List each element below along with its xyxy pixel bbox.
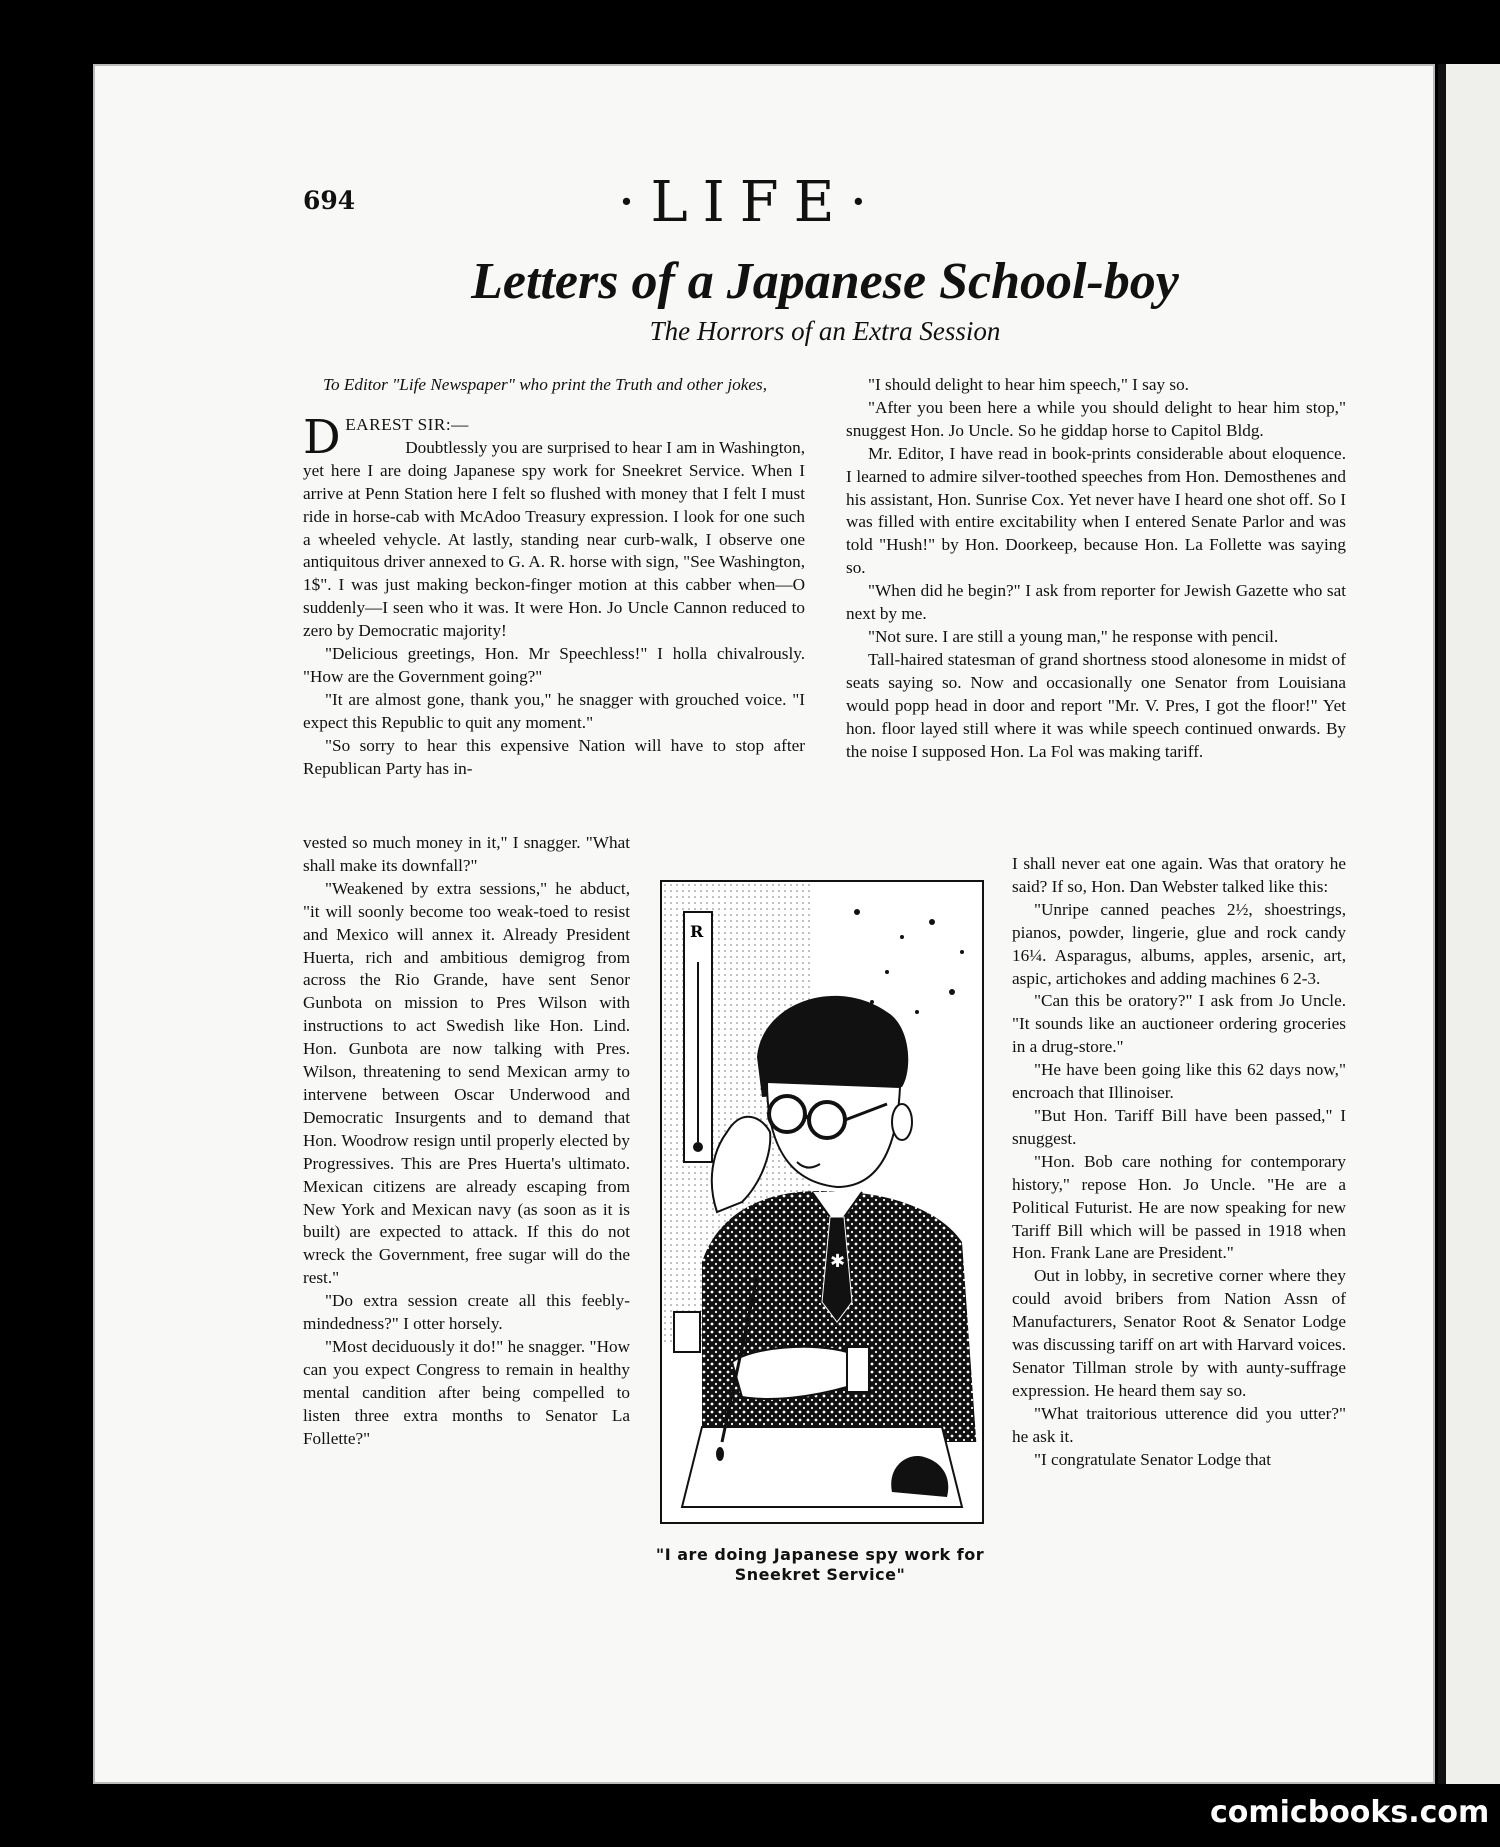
thermometer-letter: R bbox=[690, 922, 704, 941]
paragraph: "Not sure. I are still a young man," he response with pencil. bbox=[868, 626, 1279, 646]
paragraph: "Hon. Bob care nothing for contemporary history," repose Hon. Jo Uncle. "He are a Political Futurist. He are now speaking for new Tariff Bill which will be passed in 1918 when Hon. Frank Lane are President." bbox=[1012, 1151, 1346, 1263]
paragraph: "It are almost gone, thank you," he snagger with grouched voice. "I expect this Republic to quit any moment." bbox=[303, 689, 805, 732]
paragraph: Mr. Editor, I have read in book-prints considerable about eloquence. I learned to admire silver-toothed speeches from Hon. Demosthenes and his assistant, Hon. Sunrise Cox. Yet never have I heard one shot off. So I was filled with entire excitability when I entered Senate Parlor and was told "Hush!" by Hon. Doorkeep, because Hon. La Follette was saying so. bbox=[846, 443, 1346, 578]
page-number: 694 bbox=[303, 186, 356, 215]
greeting bbox=[303, 410, 805, 465]
left-column bbox=[303, 374, 805, 781]
paragraph: "He have been going like this 62 days now," encroach that Illinoiser. bbox=[1012, 1060, 1346, 1103]
salutation: To Editor "Life Newspaper" who print the Truth and other jokes, bbox=[323, 375, 767, 394]
paragraph: "Do extra session create all this feebly-mindedness?" I otter horsely. bbox=[303, 1291, 630, 1334]
paragraph: I shall never eat one again. Was that oratory he said? If so, Hon. Dan Webster talked like this: bbox=[1012, 854, 1346, 896]
paragraph: "Can this be oratory?" I ask from Jo Uncle. "It sounds like an auctioneer ordering groceries in a drug-store." bbox=[1012, 991, 1346, 1057]
paragraph: Out in lobby, in secretive corner where they could avoid bribers from Nation Assn of Manufacturers, Senator Root & Senator Lodge was discussing tariff on art with Harvard voices. Senator Tillman strole by with aunty-suffrage expression. He heard them say so. bbox=[1012, 1266, 1346, 1400]
paragraph: "What traitorious utterence did you utter?" he ask it. bbox=[1012, 1403, 1346, 1446]
right-column bbox=[846, 374, 1346, 763]
left-lower-column bbox=[303, 832, 630, 1450]
paragraph: Tall-haired statesman of grand shortness stood alonesome in midst of seats saying so. Now and occasionally one Senator from Louisiana would popp head in door and report "Mr. V. Pres, I got the floor!" Yet hon. floor layed still where it was while speech continued onwards. By the noise I supposed Hon. La Fol was making tariff. bbox=[846, 649, 1346, 761]
paragraph: "Unripe canned peaches 2½, shoestrings, pianos, powder, lingerie, glue and rock candy 16¼. Asparagus, albums, apples, arsenic, art, aspic, artichokes and adding machines 6 2-3. bbox=[1012, 899, 1346, 988]
paragraph: "I congratulate Senator Lodge that bbox=[1034, 1449, 1272, 1469]
illustration-caption: "I are doing Japanese spy work for Sneekret Service" bbox=[655, 1545, 985, 1584]
article-title: Letters of a Japanese School-boy bbox=[471, 253, 1179, 310]
writing-hand bbox=[732, 1347, 847, 1399]
masthead: ·LIFE· bbox=[617, 170, 883, 235]
watermark: comicbooks.com bbox=[1210, 1795, 1490, 1830]
svg-text:✱: ✱ bbox=[830, 1251, 846, 1272]
facing-page-edge bbox=[1438, 64, 1500, 1784]
greeting-text: EAREST SIR:— bbox=[345, 415, 469, 434]
paragraph: "After you been here a while you should delight to hear him stop," snuggest Hon. Jo Uncle. So he giddap horse to Capitol Bldg. bbox=[846, 397, 1346, 440]
illustration-drawing bbox=[662, 882, 982, 1522]
paragraph: Doubtlessly you are surprised to hear I am in Washington, yet here I are doing Japanese spy work for Sneekret Service. When I arrive at Penn Station here I felt so flushed with money that I felt I must ride in horse-cab with McAdoo Treasury expression. I look for one such a wheeled vehycle. At lastly, standing near curb-walk, I observe one antiquitous driver annexed to G. A. R. horse with sign, "See Washington, 1$". I was just making beckon-finger motion at this cabber when—O suddenly—I seen who it was. It were Hon. Jo Uncle Cannon reduced to zero by Democratic majority! bbox=[303, 437, 805, 641]
paragraph: "Weakened by extra sessions," he abduct, "it will soonly become too weak-toed to resist and Mexico will annex it. Already President Huerta, rich and ambitious demigrog from across the Rio Grande, have sent Senor Gunbota on mission to Pres Wilson with instructions to act Swedish like Hon. Lind. Hon. Gunbota are now talking with Pres. Wilson, threatening to send Mexican army to intervene between Oscar Underwood and Democratic Insurgents and to demand that Hon. Woodrow resign until properly elected by Progressives. This are Pres Huerta's ultimato. Mexican citizens are already escaping from New York and Mexican navy (as soon as it is built) are expected to attack. If this do not wreck the Government, free sugar will do the rest." bbox=[303, 878, 630, 1288]
paragraph: "But Hon. Tariff Bill have been passed," I snuggest. bbox=[1012, 1105, 1346, 1148]
drop-cap: D bbox=[303, 410, 342, 465]
article-subtitle: The Horrors of an Extra Session bbox=[649, 316, 1001, 346]
paragraph: "Most deciduously it do!" he snagger. "How can you expect Congress to remain in healthy mental candition after being compelled to listen three extra months to Senator La Follette?" bbox=[303, 1336, 630, 1448]
paragraph: "So sorry to hear this expensive Nation will have to stop after Republican Party has in- bbox=[303, 735, 805, 778]
paragraph: vested so much money in it," I snagger. "What shall make its downfall?" bbox=[303, 833, 630, 875]
right-lower-column bbox=[1012, 853, 1346, 1471]
illustration bbox=[660, 880, 984, 1524]
paragraph: "When did he begin?" I ask from reporter for Jewish Gazette who sat next by me. bbox=[846, 581, 1346, 624]
paragraph: "Delicious greetings, Hon. Mr Speechless!" I holla chivalrously. "How are the Government going?" bbox=[303, 644, 805, 686]
paragraph: "I should delight to hear him speech," I say so. bbox=[868, 375, 1189, 394]
